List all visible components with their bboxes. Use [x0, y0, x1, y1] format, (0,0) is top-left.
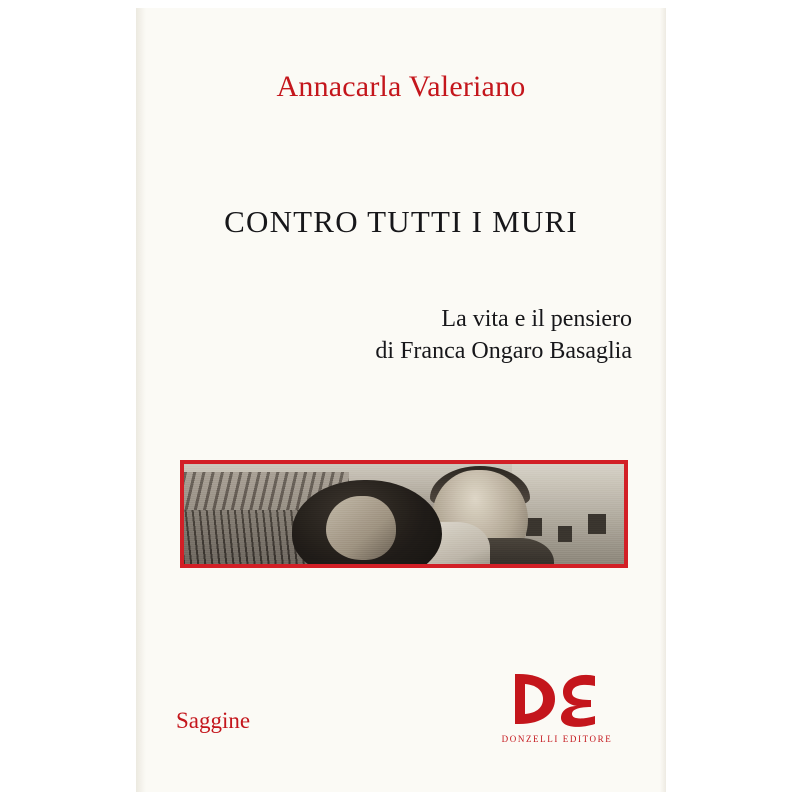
- publisher-logo: [496, 670, 618, 744]
- publisher-name: DONZELLI EDITORE: [501, 734, 613, 744]
- person-front-face: [326, 496, 396, 560]
- subtitle-line-2: di Franca Ongaro Basaglia: [375, 337, 632, 364]
- spine-shading: [136, 8, 146, 792]
- book-title: CONTRO TUTTI I MURI: [224, 204, 578, 239]
- building-window: [526, 518, 542, 536]
- page-edge-shading: [660, 8, 666, 792]
- donzelli-logo-icon: [509, 670, 605, 728]
- subtitle-line-1: La vita e il pensiero: [441, 306, 632, 332]
- cover-photograph: [180, 460, 628, 568]
- building-window: [558, 526, 572, 542]
- building-window: [588, 514, 606, 534]
- series-name: Saggine: [176, 708, 251, 733]
- cover-page: [136, 8, 666, 792]
- photograph-image: [184, 464, 624, 564]
- book-subtitle: [375, 304, 632, 367]
- author-name: Annacarla Valeriano: [276, 70, 526, 103]
